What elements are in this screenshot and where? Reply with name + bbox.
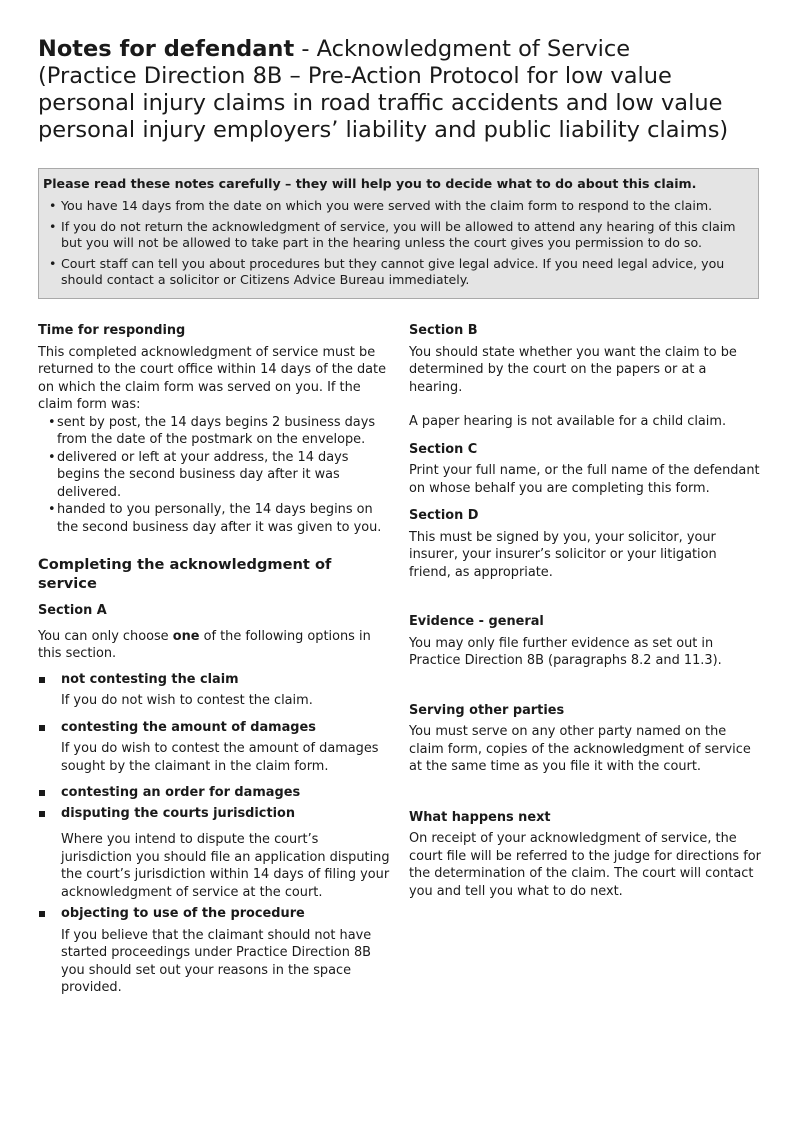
- section-a-heading: Section A: [38, 603, 107, 618]
- option-not-contesting: [38, 671, 390, 710]
- page-title: [38, 36, 768, 144]
- serving-text: You must serve on any other party named on the claim form, copies of the acknowledgment of service at the same time as you file it with the court.: [409, 724, 751, 774]
- notice-item: • If you do not return the acknowledgment of service, you will be allowed to attend any hearing of this claim but you will not be allowed to take part in the hearing unless the court gives you permission to do so.: [43, 219, 754, 251]
- important-notice-box: [38, 168, 759, 299]
- title-rest: - Acknowledgment of Service: [294, 36, 631, 62]
- option-contesting-amount: [38, 719, 390, 776]
- service-methods-list: [38, 414, 390, 537]
- option-objecting-procedure: [38, 905, 390, 997]
- title-subtitle: (Practice Direction 8B – Pre-Action Protocol for low value personal injury claims in road traffic accidents and low value personal injury employers’ liability and public liability claims): [38, 63, 729, 143]
- option-description: If you believe that the claimant should not have started proceedings under Practice Direction 8B you should set out your reasons in the space provided.: [61, 927, 372, 995]
- section-d-heading: Section D: [409, 508, 479, 523]
- option-title: contesting an order for damages: [61, 785, 301, 800]
- section-c-text: Print your full name, or the full name of the defendant on whose behalf you are completing this form.: [409, 463, 760, 496]
- notice-heading: Please read these notes carefully – they will help you to decide what to do about this claim.: [43, 176, 697, 191]
- option-title: contesting the amount of damages: [61, 719, 316, 735]
- square-bullet-icon: [39, 725, 45, 731]
- section-a-intro-emphasis: one: [172, 628, 200, 644]
- option-description: If you do wish to contest the amount of damages sought by the claimant in the claim form.: [61, 741, 379, 774]
- what-happens-next-text: On receipt of your acknowledgment of service, the court file will be referred to the judge for directions for the determination of the claim. The court will contact you and tell you what to do next.: [409, 831, 761, 899]
- option-contesting-order: [38, 784, 390, 802]
- what-happens-next-heading: What happens next: [409, 809, 551, 825]
- notice-list: [43, 198, 754, 288]
- notice-item: • You have 14 days from the date on which you were served with the claim form to respond to the claim.: [43, 198, 754, 214]
- square-bullet-icon: [39, 677, 45, 683]
- notice-item: • Court staff can tell you about procedures but they cannot give legal advice. If you need legal advice, you should contact a solicitor or Citizens Advice Bureau immediately.: [43, 256, 754, 288]
- service-method-item: • sent by post, the 14 days begins 2 business days from the date of the postmark on the envelope.: [38, 414, 390, 449]
- evidence-text: You may only file further evidence as set out in Practice Direction 8B (paragraphs 8.2 and 11.3).: [409, 635, 722, 668]
- serving-heading: Serving other parties: [409, 702, 565, 718]
- service-method-item: • handed to you personally, the 14 days begins on the second business day after it was given to you.: [38, 501, 390, 536]
- completing-heading: Completing the acknowledgment of service: [38, 556, 332, 592]
- service-method-item: • delivered or left at your address, the 14 days begins the second business day after it was delivered.: [38, 449, 390, 502]
- option-disputing-jurisdiction: [38, 805, 390, 902]
- option-title: objecting to use of the procedure: [61, 906, 305, 921]
- option-title: not contesting the claim: [61, 671, 239, 687]
- option-title: disputing the courts jurisdiction: [61, 805, 296, 821]
- square-bullet-icon: [39, 811, 45, 817]
- section-b-text: You should state whether you want the claim to be determined by the court on the papers or at a hearing.: [409, 344, 737, 395]
- left-column: [38, 322, 390, 997]
- option-description: Where you intend to dispute the court’s jurisdiction you should file an application disputing the court’s jurisdiction within 14 days of filing your acknowledgment of service at the court.: [61, 832, 390, 900]
- square-bullet-icon: [39, 911, 45, 917]
- section-b-heading: Section B: [409, 323, 478, 338]
- title-bold: Notes for defendant: [38, 36, 295, 62]
- time-for-responding-heading: Time for responding: [38, 323, 186, 338]
- option-description: If you do not wish to contest the claim.: [61, 693, 313, 708]
- section-d-text: This must be signed by you, your solicitor, your insurer, your insurer’s solicitor or your litigation friend, as appropriate.: [409, 529, 717, 580]
- evidence-heading: Evidence - general: [409, 614, 544, 629]
- section-a-intro: [38, 628, 390, 663]
- right-column: [409, 322, 761, 900]
- section-a-intro-text-end: of the following options in this section.: [38, 628, 371, 661]
- time-for-responding-intro: This completed acknowledgment of service must be returned to the court office within 14 days of the date on which the claim form was served on you. If the claim form was:: [38, 344, 387, 412]
- square-bullet-icon: [39, 790, 45, 796]
- section-a-intro-text: You can only choose: [38, 628, 173, 644]
- section-a-options: [38, 671, 390, 997]
- section-b-note: A paper hearing is not available for a child claim.: [409, 414, 727, 429]
- section-c-heading: Section C: [409, 441, 478, 457]
